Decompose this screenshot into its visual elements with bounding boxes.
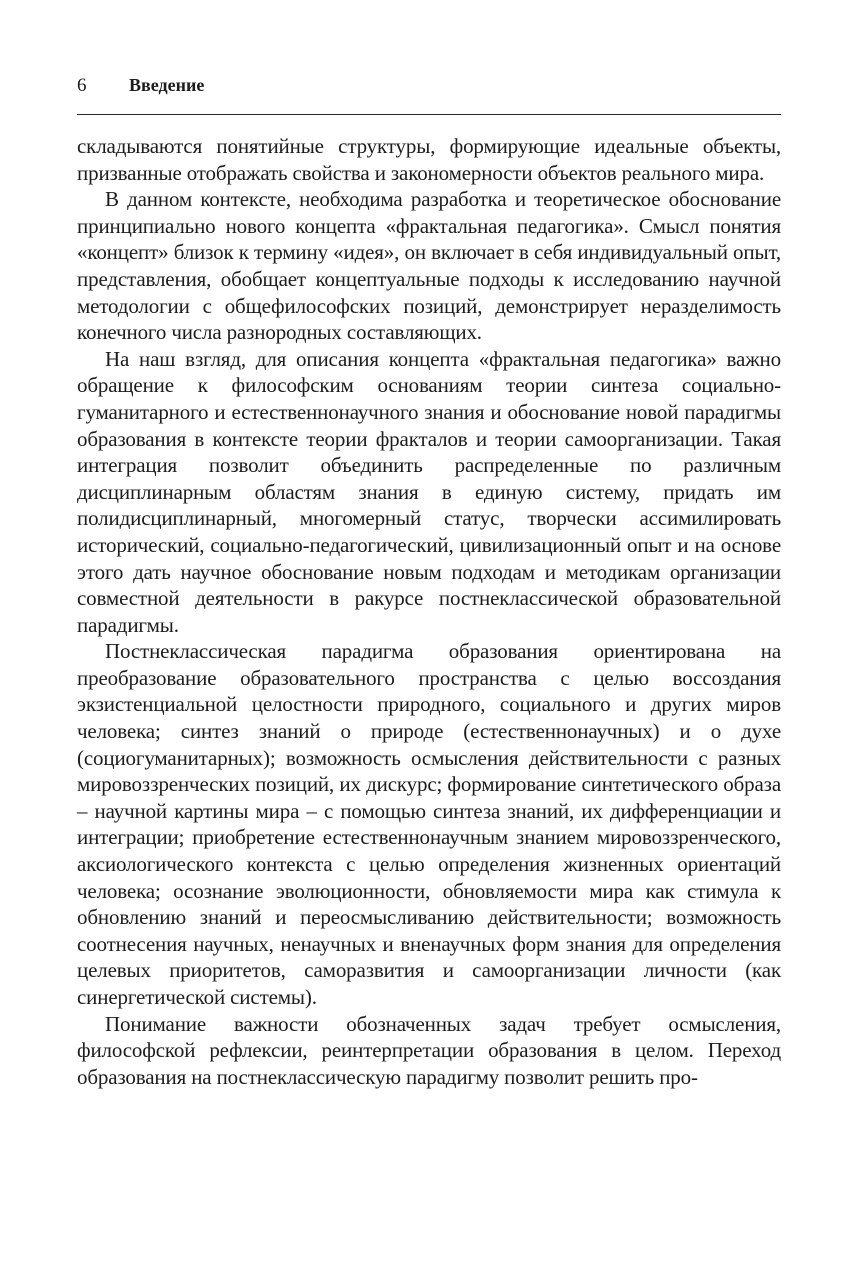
book-page	[77, 72, 781, 1090]
paragraph: В данном контексте, необходима разработка и теоретическое обоснование принципиально нового концепта «фрактальная педагогика». Смысл понятия «концепт» близок к термину «идея», он включает в себя индивидуальный опыт, представления, обобщает концептуальные подходы к исследованию научной методологии с общефилософских позиций, демонстрирует неразделимость конечного числа разнородных составляющих.	[77, 187, 781, 345]
header-rule	[77, 114, 781, 115]
paragraph: Понимание важности обозначенных задач требует осмысления, философской рефлексии, реинтерпретации образования в целом. Переход образования на постнеклассическую парадигму позволит решить про-	[77, 1011, 781, 1089]
paragraph: Постнеклассическая парадигма образования ориентирована на преобразование образовательного пространства с целью воссоздания экзистенциальной целостности природного, социального и других миров человека; синтез знаний о природе (естественнонаучных) и о духе (социогуманитарных); возможность осмысления действительности с разных мировоззренческих позиций, их дискурс; формирование синтетического образа – научной картины мира – с помощью синтеза знаний, их дифференциации и интеграции; приобретение естественнонаучным знанием мировоззренческого, аксиологического контекста с целью определения жизненных ориентаций человека; осознание эволюционности, обновляемости мира как стимула к обновлению знаний и переосмысливанию действительности; возможность соотнесения научных, ненаучных и вненаучных форм знания для определения целевых приоритетов, саморазвития и самоорганизации личности (как синергетической системы).	[77, 639, 781, 1009]
section-title: Введение	[129, 75, 205, 95]
paragraph-continued: складываются понятийные структуры, формирующие идеальные объекты, призванные отображать свойства и закономерности объектов реального мира.	[77, 134, 781, 185]
body-text	[77, 133, 781, 1090]
running-head	[77, 72, 781, 100]
paragraph: На наш взгляд, для описания концепта «фрактальная педагогика» важно обращение к философским основаниям теории синтеза социально-гуманитарного и естественнонаучного знания и обоснование новой парадигмы образования в контексте теории фракталов и теории самоорганизации. Такая интеграция позволит объединить распределенные по различным дисциплинарным областям знания в единую систему, придать им полидисциплинарный, многомерный статус, творчески ассимилировать исторический, социально-педагогический, цивилизационный опыт и на основе этого дать научное обоснование новым подходам и методикам организации совместной деятельности в ракурсе постнеклассической образовательной парадигмы.	[77, 346, 781, 637]
page-number: 6	[77, 75, 87, 96]
